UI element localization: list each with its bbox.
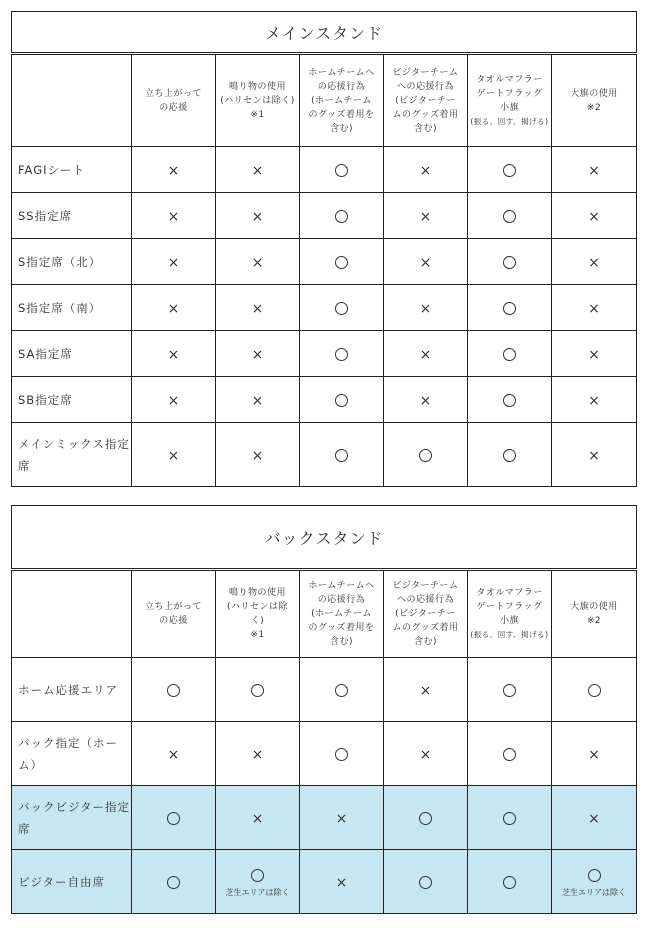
header-noisemakers: 鳴り物の使用 (ハリセンは除く) ※1 xyxy=(216,54,300,147)
rule-cell xyxy=(300,147,384,193)
rule-cell xyxy=(300,377,384,423)
circle-icon xyxy=(335,256,348,269)
row-label: メインミックス指定席 xyxy=(12,423,132,487)
circle-icon xyxy=(167,876,180,889)
header-home-support: ホームチームへ の応援行為 (ホームチーム のグッズ着用を 含む) xyxy=(300,54,384,147)
rule-cell xyxy=(216,239,300,285)
allowed-mark xyxy=(335,161,348,179)
header-blank xyxy=(12,54,132,147)
rule-cell xyxy=(132,658,216,722)
table-row xyxy=(12,377,637,423)
rule-cell xyxy=(216,722,300,786)
rule-cell xyxy=(132,193,216,239)
allowed-mark xyxy=(503,299,516,317)
rule-cell xyxy=(216,147,300,193)
circle-icon xyxy=(419,876,432,889)
prohibited-mark: × xyxy=(167,163,180,179)
prohibited-mark: × xyxy=(251,347,264,363)
rule-cell xyxy=(552,147,637,193)
prohibited-mark: × xyxy=(419,209,432,225)
circle-icon xyxy=(167,684,180,697)
header-big-flag: 大旗の使用 ※2 xyxy=(552,570,637,658)
allowed-mark xyxy=(503,253,516,271)
rule-cell xyxy=(132,285,216,331)
rule-cell xyxy=(468,331,552,377)
prohibited-mark: × xyxy=(588,209,600,225)
circle-icon xyxy=(335,394,348,407)
rule-cell xyxy=(552,850,637,914)
rule-cell xyxy=(132,786,216,850)
rule-cell xyxy=(552,331,637,377)
rule-cell xyxy=(468,377,552,423)
circle-icon xyxy=(335,449,348,462)
circle-icon xyxy=(503,302,516,315)
cell-note: 芝生エリアは除く xyxy=(562,887,627,897)
allowed-mark xyxy=(335,681,348,699)
rule-cell xyxy=(132,239,216,285)
circle-icon xyxy=(503,348,516,361)
rule-cell xyxy=(216,658,300,722)
header-visitor-support: ビジターチーム への応援行為 (ビジターチー ムのグッズ着用 含む) xyxy=(384,54,468,147)
rule-cell xyxy=(552,193,637,239)
prohibited-mark: × xyxy=(167,209,180,225)
prohibited-mark: × xyxy=(167,448,180,464)
circle-icon xyxy=(419,812,432,825)
circle-icon xyxy=(503,748,516,761)
rule-cell xyxy=(216,285,300,331)
prohibited-mark: × xyxy=(167,301,180,317)
main-stand-header-row xyxy=(12,54,637,147)
table-row xyxy=(12,285,637,331)
allowed-mark xyxy=(503,745,516,763)
table-row xyxy=(12,193,637,239)
header-towel-flags: タオルマフラー ゲートフラッグ 小旗 (振る、回す、掲げる) xyxy=(468,570,552,658)
allowed-mark xyxy=(167,873,180,891)
prohibited-mark: × xyxy=(335,811,348,827)
allowed-mark xyxy=(503,207,516,225)
allowed-mark xyxy=(251,866,264,884)
allowed-mark xyxy=(503,681,516,699)
circle-icon xyxy=(503,210,516,223)
prohibited-mark: × xyxy=(419,255,432,271)
rule-cell xyxy=(384,423,468,487)
header-standing: 立ち上がって の応援 xyxy=(132,54,216,147)
circle-icon xyxy=(503,164,516,177)
rule-cell xyxy=(468,193,552,239)
allowed-mark xyxy=(251,681,264,699)
rule-cell xyxy=(384,193,468,239)
prohibited-mark: × xyxy=(167,393,180,409)
rule-cell xyxy=(216,193,300,239)
prohibited-mark: × xyxy=(251,255,264,271)
back-stand-title: バックスタンド xyxy=(12,506,637,570)
main-stand-title: メインスタンド xyxy=(12,12,637,54)
circle-icon xyxy=(503,876,516,889)
allowed-mark xyxy=(588,681,601,699)
prohibited-mark: × xyxy=(419,747,432,763)
rule-cell xyxy=(216,786,300,850)
rule-cell xyxy=(216,377,300,423)
rule-cell xyxy=(300,658,384,722)
back-stand-rows xyxy=(12,658,637,914)
rule-cell xyxy=(468,239,552,285)
circle-icon xyxy=(251,869,264,882)
rule-cell xyxy=(132,850,216,914)
table-row xyxy=(12,658,637,722)
header-standing: 立ち上がって の応援 xyxy=(132,570,216,658)
rule-cell xyxy=(552,239,637,285)
rule-cell xyxy=(216,850,300,914)
row-label: S指定席（南） xyxy=(12,285,132,331)
table-row xyxy=(12,850,637,914)
prohibited-mark: × xyxy=(419,347,432,363)
prohibited-mark: × xyxy=(335,875,348,891)
circle-icon xyxy=(335,684,348,697)
rule-cell xyxy=(300,285,384,331)
circle-icon xyxy=(588,684,601,697)
prohibited-mark: × xyxy=(588,347,600,363)
allowed-mark xyxy=(167,809,180,827)
rule-cell xyxy=(468,786,552,850)
allowed-mark xyxy=(503,161,516,179)
allowed-mark xyxy=(419,873,432,891)
prohibited-mark: × xyxy=(419,393,432,409)
row-label: SA指定席 xyxy=(12,331,132,377)
main-stand-table xyxy=(11,11,637,487)
rule-cell xyxy=(384,377,468,423)
row-label: バック指定（ホーム） xyxy=(12,722,132,786)
row-label: ホーム応援エリア xyxy=(12,658,132,722)
rule-cell xyxy=(552,285,637,331)
circle-icon xyxy=(503,256,516,269)
table-row xyxy=(12,147,637,193)
prohibited-mark: × xyxy=(588,301,600,317)
prohibited-mark: × xyxy=(167,347,180,363)
circle-icon xyxy=(335,164,348,177)
rule-cell xyxy=(300,331,384,377)
circle-icon xyxy=(503,812,516,825)
table-row xyxy=(12,331,637,377)
row-label: S指定席（北） xyxy=(12,239,132,285)
prohibited-mark: × xyxy=(251,747,264,763)
cell-note: 芝生エリアは除く xyxy=(225,887,290,897)
back-stand-header-row xyxy=(12,570,637,658)
rule-cell xyxy=(552,786,637,850)
row-label: SS指定席 xyxy=(12,193,132,239)
prohibited-mark: × xyxy=(419,683,432,699)
header-home-support: ホームチームへ の応援行為 (ホームチーム のグッズ着用を 含む) xyxy=(300,570,384,658)
rule-cell xyxy=(216,423,300,487)
rule-cell xyxy=(132,147,216,193)
prohibited-mark: × xyxy=(251,209,264,225)
row-label: FAGIシート xyxy=(12,147,132,193)
rule-cell xyxy=(552,722,637,786)
rule-cell xyxy=(384,331,468,377)
rule-cell xyxy=(552,658,637,722)
prohibited-mark: × xyxy=(251,448,264,464)
rule-cell xyxy=(468,850,552,914)
prohibited-mark: × xyxy=(251,811,264,827)
allowed-mark xyxy=(335,299,348,317)
prohibited-mark: × xyxy=(588,747,600,763)
allowed-mark xyxy=(503,391,516,409)
prohibited-mark: × xyxy=(419,301,432,317)
circle-icon xyxy=(167,812,180,825)
circle-icon xyxy=(335,348,348,361)
circle-icon xyxy=(335,748,348,761)
rule-cell xyxy=(300,239,384,285)
allowed-mark xyxy=(335,745,348,763)
allowed-mark xyxy=(419,446,432,464)
rule-cell xyxy=(384,786,468,850)
circle-icon xyxy=(335,210,348,223)
prohibited-mark: × xyxy=(251,393,264,409)
header-towel-flags: タオルマフラー ゲートフラッグ 小旗 (振る、回す、掲げる) xyxy=(468,54,552,147)
table-row xyxy=(12,423,637,487)
allowed-mark xyxy=(335,207,348,225)
rule-cell xyxy=(384,722,468,786)
rule-cell xyxy=(468,147,552,193)
rule-cell xyxy=(300,722,384,786)
header-visitor-support: ビジターチーム への応援行為 (ビジターチー ムのグッズ着用 含む) xyxy=(384,570,468,658)
prohibited-mark: × xyxy=(588,255,600,271)
table-row xyxy=(12,786,637,850)
rule-cell xyxy=(132,423,216,487)
prohibited-mark: × xyxy=(588,163,600,179)
prohibited-mark: × xyxy=(251,163,264,179)
back-stand-table xyxy=(11,505,637,914)
row-label: SB指定席 xyxy=(12,377,132,423)
rule-cell xyxy=(300,786,384,850)
allowed-mark xyxy=(503,345,516,363)
rule-cell xyxy=(132,377,216,423)
prohibited-mark: × xyxy=(588,393,600,409)
circle-icon xyxy=(503,449,516,462)
prohibited-mark: × xyxy=(419,163,432,179)
circle-icon xyxy=(503,394,516,407)
rule-cell xyxy=(300,423,384,487)
allowed-mark xyxy=(167,681,180,699)
rule-cell xyxy=(552,377,637,423)
rule-cell xyxy=(132,722,216,786)
row-label: ビジター自由席 xyxy=(12,850,132,914)
main-stand-rows xyxy=(12,147,637,487)
allowed-mark xyxy=(419,809,432,827)
allowed-mark xyxy=(335,345,348,363)
prohibited-mark: × xyxy=(167,747,180,763)
circle-icon xyxy=(419,449,432,462)
rule-cell xyxy=(468,658,552,722)
rule-cell xyxy=(300,193,384,239)
allowed-mark xyxy=(588,866,601,884)
circle-icon xyxy=(251,684,264,697)
rule-cell xyxy=(300,850,384,914)
rule-cell xyxy=(384,850,468,914)
header-noisemakers: 鳴り物の使用 (ハリセンは除 く) ※1 xyxy=(216,570,300,658)
rule-cell xyxy=(132,331,216,377)
allowed-mark xyxy=(503,873,516,891)
rule-cell xyxy=(384,147,468,193)
allowed-mark xyxy=(503,446,516,464)
table-row xyxy=(12,239,637,285)
rule-cell xyxy=(384,285,468,331)
rule-cell xyxy=(552,423,637,487)
rule-cell xyxy=(468,722,552,786)
prohibited-mark: × xyxy=(588,448,600,464)
rule-cell xyxy=(384,239,468,285)
allowed-mark xyxy=(335,446,348,464)
allowed-mark xyxy=(335,391,348,409)
table-row xyxy=(12,722,637,786)
prohibited-mark: × xyxy=(167,255,180,271)
circle-icon xyxy=(503,684,516,697)
allowed-mark xyxy=(335,253,348,271)
circle-icon xyxy=(335,302,348,315)
rule-cell xyxy=(384,658,468,722)
row-label: バックビジター指定席 xyxy=(12,786,132,850)
header-big-flag: 大旗の使用 ※2 xyxy=(552,54,637,147)
rule-cell xyxy=(216,331,300,377)
circle-icon xyxy=(588,869,601,882)
prohibited-mark: × xyxy=(251,301,264,317)
rule-cell xyxy=(468,423,552,487)
prohibited-mark: × xyxy=(588,811,600,827)
header-blank xyxy=(12,570,132,658)
rule-cell xyxy=(468,285,552,331)
allowed-mark xyxy=(503,809,516,827)
